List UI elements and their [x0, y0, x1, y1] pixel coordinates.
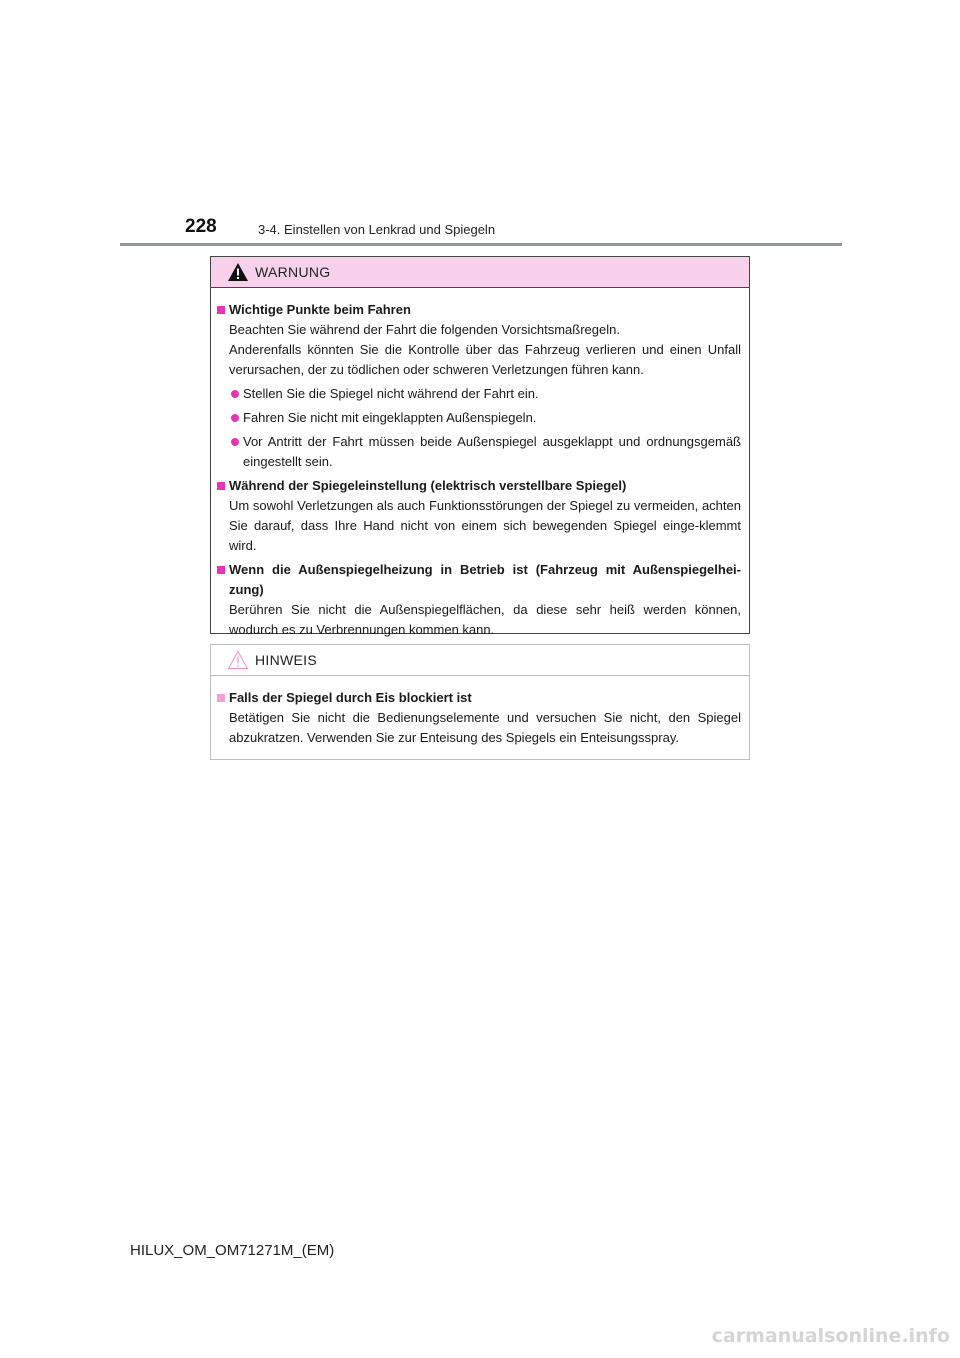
- item-title: Wichtige Punkte beim Fahren: [229, 302, 411, 317]
- item-title: Wenn die Außenspiegelheizung in Betrieb ist (Fahrzeug mit Außenspiegelhei-zung): [229, 562, 741, 597]
- bullet-item: [219, 432, 741, 472]
- notice-box: [210, 644, 750, 760]
- bullet-text: Vor Antritt der Fahrt müssen beide Außenspiegel ausgeklappt und ordnungsgemäß eingestellt sein.: [243, 434, 741, 469]
- item-text: Betätigen Sie nicht die Bedienungselemente und versuchen Sie nicht, den Spiegel abzukratzen. Verwenden Sie zur Enteisung des Spiegels ein Enteisungsspray.: [229, 710, 741, 745]
- item-text: Berühren Sie nicht die Außenspiegelflächen, da diese sehr heiß werden können, wodurch es zu Verbrennungen kommen kann.: [229, 602, 741, 637]
- section-title: 3-4. Einstellen von Lenkrad und Spiegeln: [258, 222, 496, 237]
- model-code: HILUX_OM_OM71271M_(EM): [130, 1242, 335, 1259]
- bullet-text: Fahren Sie nicht mit eingeklappten Außenspiegeln.: [243, 410, 537, 425]
- bullet-item: [219, 384, 741, 404]
- notice-header: [211, 645, 749, 676]
- bullet-item: [219, 408, 741, 428]
- round-bullet-icon: [231, 438, 239, 446]
- item-text: Um sowohl Verletzungen als auch Funktionsstörungen der Spiegel zu vermeiden, achten Sie darauf, dass Ihre Hand nicht von einem sich bewegenden Spiegel einge-klemmt wird.: [229, 498, 741, 553]
- square-bullet-icon: [217, 306, 225, 314]
- item-text: Anderenfalls könnten Sie die Kontrolle über das Fahrzeug verlieren und einen Unfall verursachen, der zu tödlichen oder schweren Verletzungen führen kann.: [229, 342, 741, 377]
- watermark: carmanualsonline.info: [711, 1325, 950, 1347]
- warning-label: WARNUNG: [255, 264, 331, 280]
- warning-box: [210, 256, 750, 637]
- bullet-text: Stellen Sie die Spiegel nicht während der Fahrt ein.: [243, 386, 539, 401]
- square-bullet-icon: [217, 694, 225, 702]
- item-text: Beachten Sie während der Fahrt die folgenden Vorsichtsmaßregeln.: [229, 322, 620, 337]
- item-title: Während der Spiegeleinstellung (elektrisch verstellbare Spiegel): [229, 478, 627, 493]
- warning-body: [211, 288, 749, 640]
- notice-triangle-icon: [227, 650, 249, 670]
- warning-header: [211, 257, 749, 288]
- item-title: Falls der Spiegel durch Eis blockiert ist: [229, 690, 472, 705]
- round-bullet-icon: [231, 390, 239, 398]
- header-rule: [120, 243, 842, 246]
- notice-body: [211, 676, 749, 748]
- notice-label: HINWEIS: [255, 652, 317, 668]
- square-bullet-icon: [217, 566, 225, 574]
- warning-triangle-icon: [227, 262, 249, 282]
- round-bullet-icon: [231, 414, 239, 422]
- square-bullet-icon: [217, 482, 225, 490]
- warning-item: [219, 560, 741, 600]
- notice-item: [219, 688, 741, 708]
- page-number: 228: [185, 216, 217, 237]
- warning-item: [219, 300, 741, 320]
- warning-item: [219, 476, 741, 496]
